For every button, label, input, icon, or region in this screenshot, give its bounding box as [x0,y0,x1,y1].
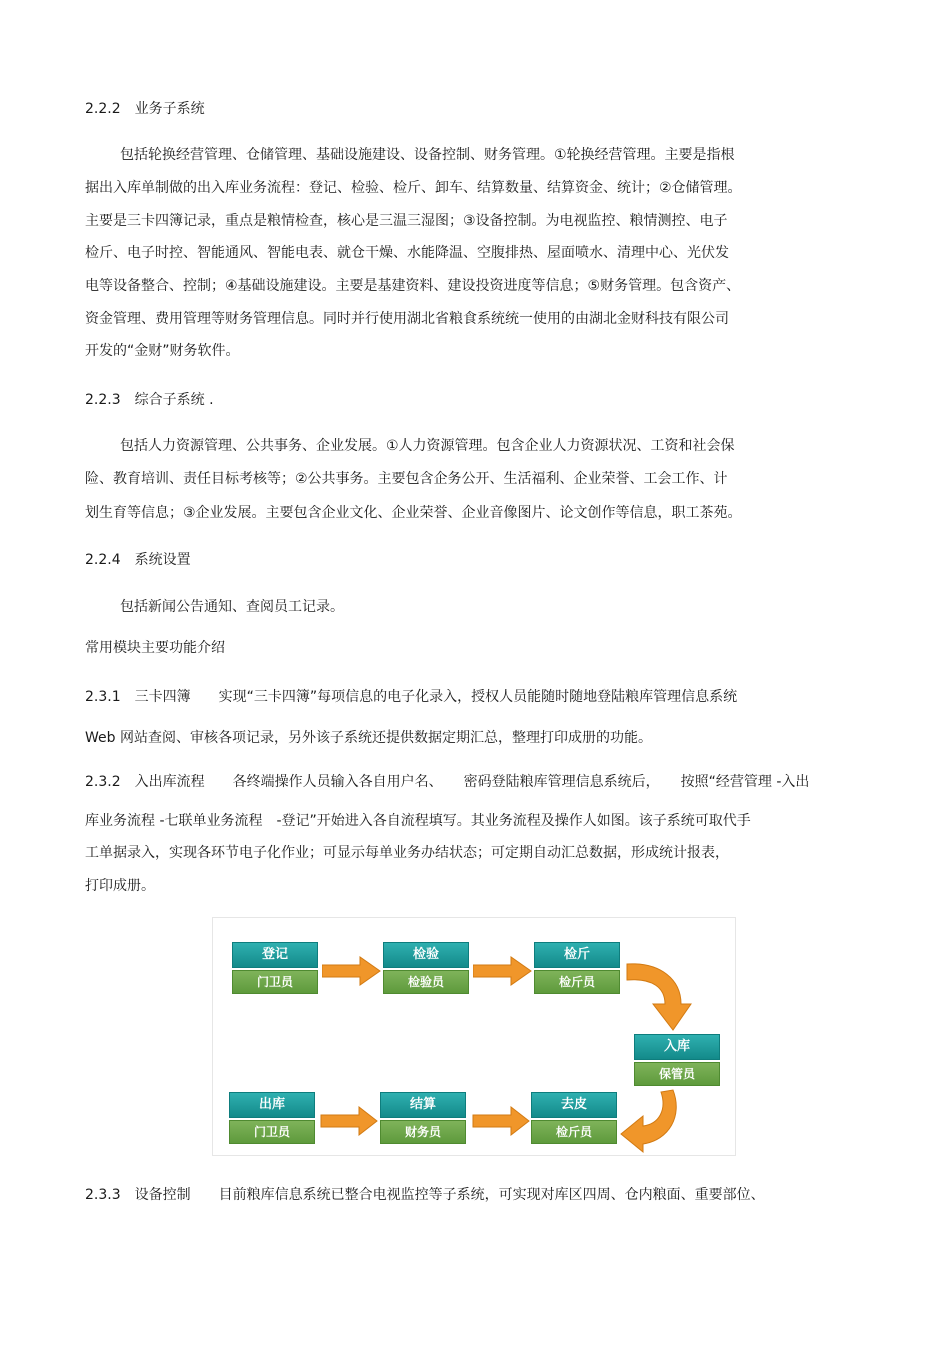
flow-role-label: 检斤员 [531,1120,617,1144]
flow-step-label: 检验 [383,942,469,968]
curved-arrow-left-icon [617,1088,687,1154]
paragraph-line: Web 网站查阅、审核各项记录，另外该子系统还提供数据定期汇总，整理打印成册的功能。 [85,730,652,746]
flow-node-weigh [534,942,620,994]
section-heading-2-2-4: 2.2.4 系统设置 [85,552,191,568]
paragraph-line-2-3-3: 2.3.3 设备控制 目前粮库信息系统已整合电视监控等子系统，可实现对库区四周、仓内粮面、重要部位、 [85,1187,765,1203]
paragraph-line: 划生育等信息；③企业发展。主要包含企业文化、企业荣誉、企业音像图片、论文创作等信息，职工茶苑。 [85,505,742,521]
modules-title: 常用模块主要功能介绍 [85,640,225,656]
flow-role-label: 检斤员 [534,970,620,994]
paragraph-line: 库业务流程 -七联单业务流程 -登记”开始进入各自流程填写。其业务流程及操作人如图。该子系统可取代手 [85,813,751,829]
flow-step-label: 出库 [229,1092,315,1118]
paragraph-line: 主要是三卡四簿记录，重点是粮情检查，核心是三温三湿图；③设备控制。为电视监控、粮情测控、电子 [85,213,728,229]
inbound-outbound-flow-diagram [212,917,736,1156]
flow-role-label: 检验员 [383,970,469,994]
paragraph-line: 包括轮换经营管理、仓储管理、基础设施建设、设备控制、财务管理。①轮换经营管理。主要是指根 [120,147,735,163]
flow-node-register [232,942,318,994]
paragraph-line-2-3-1: 2.3.1 三卡四簿 实现“三卡四簿”每项信息的电子化录入，授权人员能随时随地登陆粮库管理信息系统 [85,689,738,705]
paragraph-line-2-3-2: 2.3.2 入出库流程 各终端操作人员输入各自用户名、 密码登陆粮库管理信息系统后， 按照“经营管理 -入出 [85,774,810,790]
flow-node-inspect [383,942,469,994]
flow-role-label: 财务员 [380,1120,466,1144]
flow-role-label: 保管员 [634,1062,720,1086]
flow-node-outbound [229,1092,315,1144]
flow-node-tare [531,1092,617,1144]
paragraph-line: 资金管理、费用管理等财务管理信息。同时并行使用湖北省粮食系统统一使用的由湖北金财科技有限公司 [85,311,729,327]
flow-step-label: 检斤 [534,942,620,968]
arrow-right-icon [473,956,533,986]
paragraph-line: 工单据录入，实现各环节电子化作业；可显示每单业务办结状态；可定期自动汇总数据，形成统计报表， [85,845,729,861]
arrow-right-icon [322,956,382,986]
arrow-left-icon [319,1106,379,1136]
paragraph-line: 开发的“金财”财务软件。 [85,343,240,359]
curved-arrow-down-icon [623,958,695,1034]
flow-step-label: 去皮 [531,1092,617,1118]
flow-node-settle [380,1092,466,1144]
flow-role-label: 门卫员 [232,970,318,994]
paragraph-line: 包括新闻公告通知、查阅员工记录。 [120,599,344,615]
paragraph-line: 检斤、电子时控、智能通风、智能电表、就仓干燥、水能降温、空腹排热、屋面喷水、清理中心、光伏发 [85,245,729,261]
flow-step-label: 登记 [232,942,318,968]
section-heading-2-2-3: 2.2.3 综合子系统 . [85,392,214,408]
flow-node-store [634,1034,720,1086]
paragraph-line: 包括人力资源管理、公共事务、企业发展。①人力资源管理。包含企业人力资源状况、工资和社会保 [120,438,735,454]
section-heading-2-2-2: 2.2.2 业务子系统 [85,101,205,117]
arrow-left-icon [471,1106,531,1136]
paragraph-line: 据出入库单制做的出入库业务流程：登记、检验、检斤、卸车、结算数量、结算资金、统计；②仓储管理。 [85,180,742,196]
paragraph-line: 电等设备整合、控制；④基础设施建设。主要是基建资料、建设投资进度等信息；⑤财务管理。包含资产、 [85,278,741,294]
flow-step-label: 入库 [634,1034,720,1060]
paragraph-line: 打印成册。 [85,878,155,894]
flow-step-label: 结算 [380,1092,466,1118]
paragraph-line: 险、教育培训、责任目标考核等；②公共事务。主要包含企务公开、生活福利、企业荣誉、工会工作、计 [85,471,728,487]
flow-role-label: 门卫员 [229,1120,315,1144]
